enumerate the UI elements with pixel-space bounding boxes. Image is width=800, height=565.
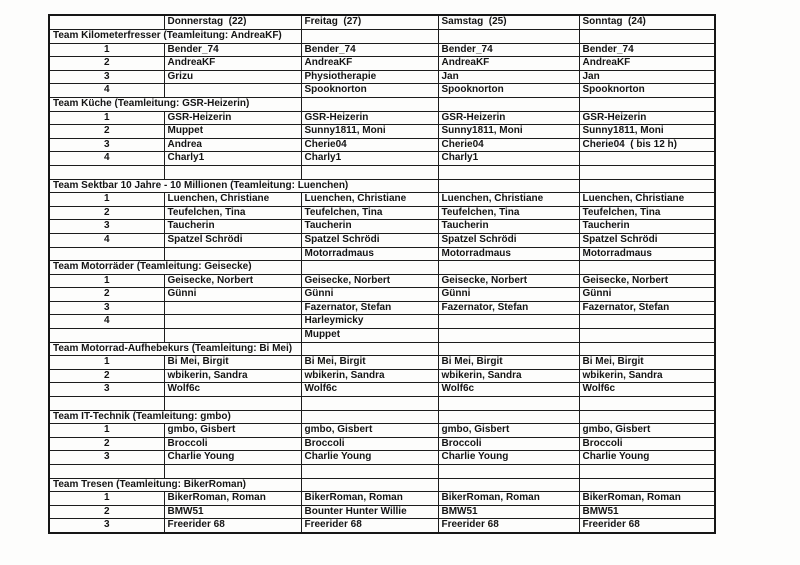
team-header-row	[49, 30, 715, 44]
position-number-cell: 4	[49, 315, 164, 329]
rider-name-cell: Teufelchen, Tina	[579, 206, 715, 220]
rider-name-cell: wbikerin, Sandra	[301, 369, 438, 383]
rider-name-cell: Charlie Young	[164, 451, 301, 465]
empty-cell	[579, 152, 715, 166]
empty-cell	[301, 342, 438, 356]
rider-name-cell: Motorradmaus	[301, 247, 438, 261]
position-number-cell: 1	[49, 193, 164, 207]
entry-row	[49, 247, 715, 261]
rider-name-cell: AndreaKF	[164, 57, 301, 71]
rider-name-cell: Spatzel Schrödi	[301, 233, 438, 247]
empty-cell	[579, 478, 715, 492]
rider-name-cell: Spatzel Schrödi	[438, 233, 579, 247]
rider-name-cell: Bender_74	[164, 43, 301, 57]
rider-name-cell: Spatzel Schrödi	[164, 233, 301, 247]
duty-roster-table	[48, 14, 716, 534]
rider-name-cell: Jan	[438, 70, 579, 84]
rider-name-cell: Wolf6c	[438, 383, 579, 397]
rider-name-cell: Geisecke, Norbert	[579, 274, 715, 288]
entry-row	[49, 233, 715, 247]
empty-cell	[164, 247, 301, 261]
empty-cell	[579, 465, 715, 479]
position-number-cell: 3	[49, 70, 164, 84]
entry-row	[49, 220, 715, 234]
entry-row	[49, 206, 715, 220]
entry-row	[49, 138, 715, 152]
empty-cell	[301, 165, 438, 179]
rider-name-cell: Charly1	[164, 152, 301, 166]
entry-row	[49, 274, 715, 288]
empty-cell	[579, 97, 715, 111]
empty-cell	[301, 397, 438, 411]
entry-row	[49, 437, 715, 451]
rider-name-cell: BMW51	[164, 505, 301, 519]
rider-name-cell: Harleymicky	[301, 315, 438, 329]
entry-row	[49, 519, 715, 533]
rider-name-cell: Bi Mei, Birgit	[164, 356, 301, 370]
rider-name-cell: wbikerin, Sandra	[164, 369, 301, 383]
empty-cell	[301, 261, 438, 275]
entry-row	[49, 57, 715, 71]
entry-row	[49, 193, 715, 207]
entry-row	[49, 301, 715, 315]
rider-name-cell: Spooknorton	[579, 84, 715, 98]
empty-cell	[438, 30, 579, 44]
position-number-cell: 3	[49, 383, 164, 397]
position-number-cell: 2	[49, 437, 164, 451]
rider-name-cell: gmbo, Gisbert	[301, 424, 438, 438]
rider-name-cell: Andrea	[164, 138, 301, 152]
team-header-row	[49, 179, 715, 193]
team-title: Team Motorrad-Aufhebekurs (Teamleitung: Bi Mei)	[49, 342, 301, 356]
team-title: Team Küche (Teamleitung: GSR-Heizerin)	[49, 97, 301, 111]
empty-cell	[164, 397, 301, 411]
empty-cell	[579, 342, 715, 356]
team-header-row	[49, 478, 715, 492]
empty-cell	[438, 261, 579, 275]
rider-name-cell: Muppet	[301, 329, 438, 343]
empty-cell	[438, 97, 579, 111]
rider-name-cell: Spooknorton	[301, 84, 438, 98]
team-title: Team IT-Technik (Teamleitung: gmbo)	[49, 410, 301, 424]
rider-name-cell: BikerRoman, Roman	[579, 492, 715, 506]
empty-cell	[438, 478, 579, 492]
empty-cell	[164, 165, 301, 179]
entry-row	[49, 84, 715, 98]
rider-name-cell: GSR-Heizerin	[579, 111, 715, 125]
position-number-cell: 2	[49, 505, 164, 519]
rider-name-cell: wbikerin, Sandra	[438, 369, 579, 383]
empty-cell	[579, 397, 715, 411]
column-header-freitag: Freitag (27)	[301, 15, 438, 30]
rider-name-cell: Broccoli	[301, 437, 438, 451]
entry-row	[49, 424, 715, 438]
rider-name-cell: Bender_74	[438, 43, 579, 57]
rider-name-cell: Geisecke, Norbert	[301, 274, 438, 288]
rider-name-cell: Grizu	[164, 70, 301, 84]
entry-row	[49, 125, 715, 139]
entry-row	[49, 288, 715, 302]
rider-name-cell: Bi Mei, Birgit	[579, 356, 715, 370]
empty-cell	[49, 397, 164, 411]
empty-cell	[579, 30, 715, 44]
position-number-cell: 3	[49, 301, 164, 315]
rider-name-cell: Cherie04	[438, 138, 579, 152]
rider-name-cell: Wolf6c	[164, 383, 301, 397]
rider-name-cell: AndreaKF	[301, 57, 438, 71]
rider-name-cell: Taucherin	[438, 220, 579, 234]
roster-body	[49, 30, 715, 533]
position-number-cell: 2	[49, 57, 164, 71]
rider-name-cell: gmbo, Gisbert	[164, 424, 301, 438]
team-title: Team Sektbar 10 Jahre - 10 Millionen (Teamleitung: Luenchen)	[49, 179, 438, 193]
empty-cell	[438, 410, 579, 424]
empty-cell	[164, 84, 301, 98]
entry-row	[49, 492, 715, 506]
rider-name-cell: Luenchen, Christiane	[164, 193, 301, 207]
rider-name-cell: Günni	[301, 288, 438, 302]
position-number-cell	[49, 247, 164, 261]
rider-name-cell: Günni	[438, 288, 579, 302]
column-header-samstag: Samstag (25)	[438, 15, 579, 30]
rider-name-cell: Sunny1811, Moni	[579, 125, 715, 139]
empty-cell	[438, 342, 579, 356]
empty-cell	[49, 465, 164, 479]
rider-name-cell: GSR-Heizerin	[438, 111, 579, 125]
rider-name-cell: gmbo, Gisbert	[438, 424, 579, 438]
empty-cell	[438, 329, 579, 343]
column-header-donnerstag: Donnerstag (22)	[164, 15, 301, 30]
rider-name-cell: Fazernator, Stefan	[438, 301, 579, 315]
rider-name-cell: Geisecke, Norbert	[164, 274, 301, 288]
team-header-row	[49, 97, 715, 111]
empty-cell	[579, 315, 715, 329]
rider-name-cell: Bender_74	[579, 43, 715, 57]
roster-header	[49, 15, 715, 30]
rider-name-cell: Charlie Young	[579, 451, 715, 465]
rider-name-cell: BikerRoman, Roman	[164, 492, 301, 506]
position-number-cell: 2	[49, 206, 164, 220]
column-header-sonntag: Sonntag (24)	[579, 15, 715, 30]
rider-name-cell: gmbo, Gisbert	[579, 424, 715, 438]
team-title: Team Kilometerfresser (Teamleitung: AndreaKF)	[49, 30, 301, 44]
rider-name-cell: BikerRoman, Roman	[438, 492, 579, 506]
header-row	[49, 15, 715, 30]
roster-sheet	[48, 14, 716, 534]
empty-cell	[438, 465, 579, 479]
rider-name-cell: Bi Mei, Birgit	[301, 356, 438, 370]
team-header-row	[49, 261, 715, 275]
position-number-cell: 3	[49, 138, 164, 152]
entry-row	[49, 111, 715, 125]
entry-row	[49, 505, 715, 519]
rider-name-cell: wbikerin, Sandra	[579, 369, 715, 383]
rider-name-cell: Bi Mei, Birgit	[438, 356, 579, 370]
position-number-cell: 4	[49, 84, 164, 98]
rider-name-cell: Spooknorton	[438, 84, 579, 98]
rider-name-cell: Luenchen, Christiane	[579, 193, 715, 207]
empty-cell	[164, 315, 301, 329]
rider-name-cell: AndreaKF	[579, 57, 715, 71]
position-number-cell: 1	[49, 424, 164, 438]
rider-name-cell: GSR-Heizerin	[301, 111, 438, 125]
rider-name-cell: Spatzel Schrödi	[579, 233, 715, 247]
empty-cell	[301, 30, 438, 44]
empty-cell	[579, 410, 715, 424]
rider-name-cell: BikerRoman, Roman	[301, 492, 438, 506]
entry-row	[49, 356, 715, 370]
team-header-row	[49, 342, 715, 356]
rider-name-cell: Bounter Hunter Willie	[301, 505, 438, 519]
rider-name-cell: Taucherin	[301, 220, 438, 234]
rider-name-cell: Fazernator, Stefan	[301, 301, 438, 315]
empty-cell	[438, 165, 579, 179]
entry-row	[49, 369, 715, 383]
rider-name-cell: Luenchen, Christiane	[438, 193, 579, 207]
rider-name-cell: Charlie Young	[301, 451, 438, 465]
position-number-cell: 4	[49, 233, 164, 247]
position-number-cell: 2	[49, 288, 164, 302]
rider-name-cell: Broccoli	[579, 437, 715, 451]
entry-row	[49, 383, 715, 397]
rider-name-cell: Sunny1811, Moni	[438, 125, 579, 139]
rider-name-cell: Motorradmaus	[438, 247, 579, 261]
position-number-cell: 1	[49, 274, 164, 288]
position-number-cell: 3	[49, 519, 164, 533]
entry-row	[49, 451, 715, 465]
rider-name-cell: Geisecke, Norbert	[438, 274, 579, 288]
empty-cell	[301, 410, 438, 424]
rider-name-cell: Teufelchen, Tina	[438, 206, 579, 220]
rider-name-cell: Günni	[579, 288, 715, 302]
rider-name-cell: Teufelchen, Tina	[301, 206, 438, 220]
rider-name-cell: Charly1	[301, 152, 438, 166]
rider-name-cell: Muppet	[164, 125, 301, 139]
empty-cell	[164, 329, 301, 343]
team-title: Team Tresen (Teamleitung: BikerRoman)	[49, 478, 301, 492]
entry-row	[49, 70, 715, 84]
rider-name-cell: Cherie04 ( bis 12 h)	[579, 138, 715, 152]
rider-name-cell: AndreaKF	[438, 57, 579, 71]
empty-cell	[164, 301, 301, 315]
position-number-cell: 2	[49, 125, 164, 139]
position-number-cell: 3	[49, 220, 164, 234]
spacer-row	[49, 465, 715, 479]
position-number-cell: 1	[49, 492, 164, 506]
empty-cell	[438, 179, 579, 193]
empty-cell	[301, 478, 438, 492]
empty-cell	[579, 261, 715, 275]
position-number-cell: 1	[49, 43, 164, 57]
rider-name-cell: Teufelchen, Tina	[164, 206, 301, 220]
rider-name-cell: Jan	[579, 70, 715, 84]
rider-name-cell: Broccoli	[164, 437, 301, 451]
position-number-cell: 4	[49, 152, 164, 166]
rider-name-cell: Bender_74	[301, 43, 438, 57]
empty-cell	[579, 179, 715, 193]
position-number-cell: 3	[49, 451, 164, 465]
rider-name-cell: Charlie Young	[438, 451, 579, 465]
position-number-cell: 1	[49, 111, 164, 125]
rider-name-cell: Motorradmaus	[579, 247, 715, 261]
rider-name-cell: Sunny1811, Moni	[301, 125, 438, 139]
rider-name-cell: Taucherin	[164, 220, 301, 234]
empty-cell	[164, 465, 301, 479]
rider-name-cell: Cherie04	[301, 138, 438, 152]
rider-name-cell: Freerider 68	[164, 519, 301, 533]
position-number-cell	[49, 329, 164, 343]
rider-name-cell: Taucherin	[579, 220, 715, 234]
rider-name-cell: Fazernator, Stefan	[579, 301, 715, 315]
position-number-cell: 2	[49, 369, 164, 383]
spacer-row	[49, 165, 715, 179]
rider-name-cell: Günni	[164, 288, 301, 302]
empty-cell	[579, 329, 715, 343]
empty-cell	[49, 165, 164, 179]
empty-cell	[438, 397, 579, 411]
rider-name-cell: BMW51	[438, 505, 579, 519]
entry-row	[49, 152, 715, 166]
entry-row	[49, 329, 715, 343]
team-header-row	[49, 410, 715, 424]
rider-name-cell: GSR-Heizerin	[164, 111, 301, 125]
rider-name-cell: Luenchen, Christiane	[301, 193, 438, 207]
rider-name-cell: Wolf6c	[301, 383, 438, 397]
team-title: Team Motorräder (Teamleitung: Geisecke)	[49, 261, 301, 275]
empty-cell	[301, 465, 438, 479]
entry-row	[49, 315, 715, 329]
rider-name-cell: Freerider 68	[301, 519, 438, 533]
rider-name-cell: Broccoli	[438, 437, 579, 451]
rider-name-cell: Physiotherapie	[301, 70, 438, 84]
empty-cell	[438, 315, 579, 329]
rider-name-cell: Wolf6c	[579, 383, 715, 397]
entry-row	[49, 43, 715, 57]
spacer-row	[49, 397, 715, 411]
corner-header-cell	[49, 15, 164, 30]
position-number-cell: 1	[49, 356, 164, 370]
rider-name-cell: Charly1	[438, 152, 579, 166]
rider-name-cell: Freerider 68	[579, 519, 715, 533]
rider-name-cell: Freerider 68	[438, 519, 579, 533]
empty-cell	[301, 97, 438, 111]
empty-cell	[579, 165, 715, 179]
rider-name-cell: BMW51	[579, 505, 715, 519]
